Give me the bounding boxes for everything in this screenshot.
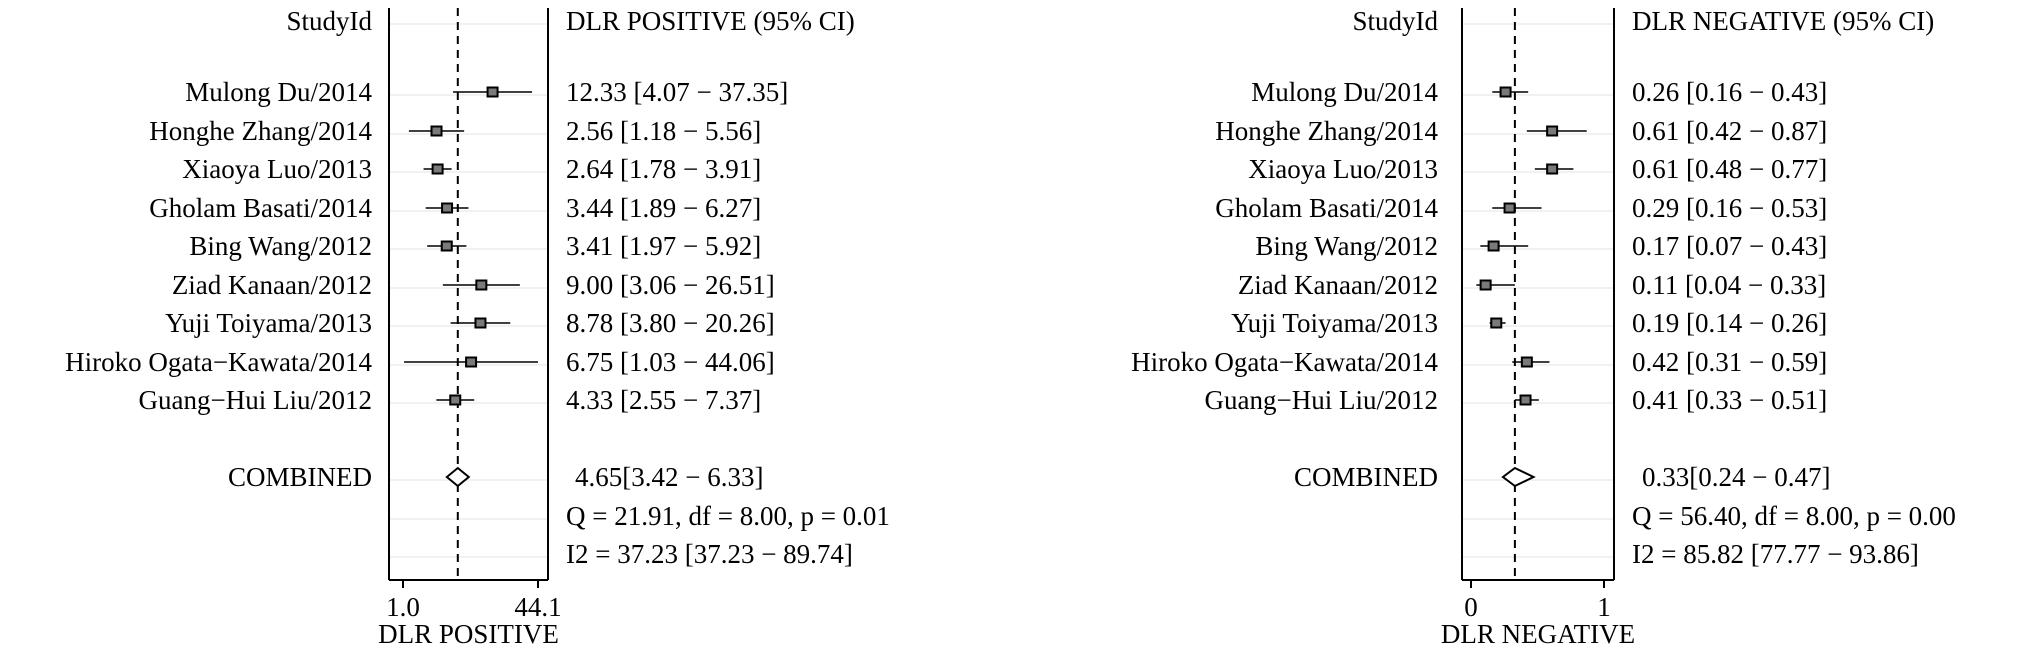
panel1-ci-value: 4.33 [2.55 − 7.37]	[566, 385, 762, 415]
panel1-heterogeneity-q: Q = 21.91, df = 8.00, p = 0.01	[566, 501, 890, 531]
panel1-study-header: StudyId	[286, 6, 372, 36]
panel1-ci-value: 8.78 [3.80 − 20.26]	[566, 308, 775, 338]
panel1-point-estimate-marker	[475, 319, 485, 328]
panel1-ci-value: 9.00 [3.06 − 26.51]	[566, 270, 775, 300]
panel1-study-label: Bing Wang/2012	[189, 231, 372, 261]
panel1-combined-diamond	[447, 468, 469, 486]
panel2-ci-value: 0.17 [0.07 − 0.43]	[1632, 231, 1828, 261]
panel1-point-estimate-marker	[466, 358, 476, 367]
panel2-combined-label: COMBINED	[1293, 462, 1438, 492]
panel1-study-label: Guang−Hui Liu/2012	[138, 385, 372, 415]
panel1-ci-value: 12.33 [4.07 − 37.35]	[566, 77, 789, 107]
panel2-point-estimate-marker	[1505, 204, 1515, 213]
panel1-point-estimate-marker	[433, 165, 443, 174]
panel1-combined-value: 4.65[3.42 − 6.33]	[575, 462, 764, 492]
panel2-point-estimate-marker	[1481, 281, 1491, 290]
panel2-ci-value: 0.61 [0.42 − 0.87]	[1632, 116, 1828, 146]
panel2-combined-diamond	[1503, 468, 1534, 486]
panel1-study-label: Ziad Kanaan/2012	[171, 270, 372, 300]
panel2-point-estimate-marker	[1501, 88, 1511, 97]
panel2-study-label: Hiroko Ogata−Kawata/2014	[1131, 347, 1438, 377]
panel2-study-label: Xiaoya Luo/2013	[1248, 154, 1438, 184]
panel1-combined-label: COMBINED	[227, 462, 372, 492]
panel2-point-estimate-marker	[1547, 165, 1557, 174]
panel2-x-tick-label: 1	[1597, 592, 1611, 622]
panel2-point-estimate-marker	[1521, 396, 1531, 405]
panel2-study-label: Mulong Du/2014	[1251, 77, 1438, 107]
panel2-ci-value: 0.11 [0.04 − 0.33]	[1632, 270, 1827, 300]
panel2-heterogeneity-i2: I2 = 85.82 [77.77 − 93.86]	[1632, 539, 1919, 569]
panel1-point-estimate-marker	[432, 127, 442, 136]
panel1-point-estimate-marker	[488, 88, 498, 97]
panel1-heterogeneity-i2: I2 = 37.23 [37.23 − 89.74]	[566, 539, 853, 569]
panel1-point-estimate-marker	[442, 204, 452, 213]
panel2-point-estimate-marker	[1522, 358, 1532, 367]
panel2-point-estimate-marker	[1491, 319, 1501, 328]
panel1-study-label: Mulong Du/2014	[185, 77, 372, 107]
panel1-point-estimate-marker	[442, 242, 452, 251]
panel1-ci-value: 2.64 [1.78 − 3.91]	[566, 154, 762, 184]
panel1-x-tick-label: 1.0	[386, 592, 420, 622]
panel2-x-tick-label: 0	[1464, 592, 1478, 622]
panel1-study-label: Yuji Toiyama/2013	[165, 308, 372, 338]
panel1-point-estimate-marker	[476, 281, 486, 290]
panel1-study-label: Xiaoya Luo/2013	[182, 154, 372, 184]
panel2-study-label: Honghe Zhang/2014	[1215, 116, 1438, 146]
panel2-study-label: Bing Wang/2012	[1255, 231, 1438, 261]
panel2-x-axis-title: DLR NEGATIVE	[1440, 619, 1636, 649]
panel2-ci-value: 0.42 [0.31 − 0.59]	[1632, 347, 1828, 377]
panel1-study-label: Gholam Basati/2014	[149, 193, 372, 223]
panel2-ci-value: 0.19 [0.14 − 0.26]	[1632, 308, 1828, 338]
panel1-x-tick-label: 44.1	[514, 592, 562, 622]
panel1-study-label: Honghe Zhang/2014	[149, 116, 372, 146]
panel1-ci-value: 3.41 [1.97 − 5.92]	[566, 231, 762, 261]
panel1-study-label: Hiroko Ogata−Kawata/2014	[65, 347, 372, 377]
panel2-study-label: Guang−Hui Liu/2012	[1204, 385, 1438, 415]
panel2-point-estimate-marker	[1547, 127, 1557, 136]
panel2-heterogeneity-q: Q = 56.40, df = 8.00, p = 0.00	[1632, 501, 1956, 531]
panel2-study-label: Ziad Kanaan/2012	[1237, 270, 1438, 300]
panel2-ci-value: 0.41 [0.33 − 0.51]	[1632, 385, 1828, 415]
panel2-study-label: Yuji Toiyama/2013	[1231, 308, 1438, 338]
panel2-ci-header: DLR NEGATIVE (95% CI)	[1632, 6, 1935, 36]
panel1-ci-value: 3.44 [1.89 − 6.27]	[566, 193, 762, 223]
panel2-point-estimate-marker	[1489, 242, 1499, 251]
panel2-study-header: StudyId	[1352, 6, 1438, 36]
panel1-x-axis-title: DLR POSITIVE	[378, 619, 559, 649]
panel2-ci-value: 0.61 [0.48 − 0.77]	[1632, 154, 1828, 184]
panel2-combined-value: 0.33[0.24 − 0.47]	[1642, 462, 1831, 492]
panel1-ci-value: 6.75 [1.03 − 44.06]	[566, 347, 775, 377]
panel2-study-label: Gholam Basati/2014	[1215, 193, 1438, 223]
panel2-ci-value: 0.26 [0.16 − 0.43]	[1632, 77, 1828, 107]
panel2-ci-value: 0.29 [0.16 − 0.53]	[1632, 193, 1828, 223]
panel1-ci-header: DLR POSITIVE (95% CI)	[566, 6, 855, 36]
panel1-ci-value: 2.56 [1.18 − 5.56]	[566, 116, 762, 146]
panel1-point-estimate-marker	[450, 396, 460, 405]
